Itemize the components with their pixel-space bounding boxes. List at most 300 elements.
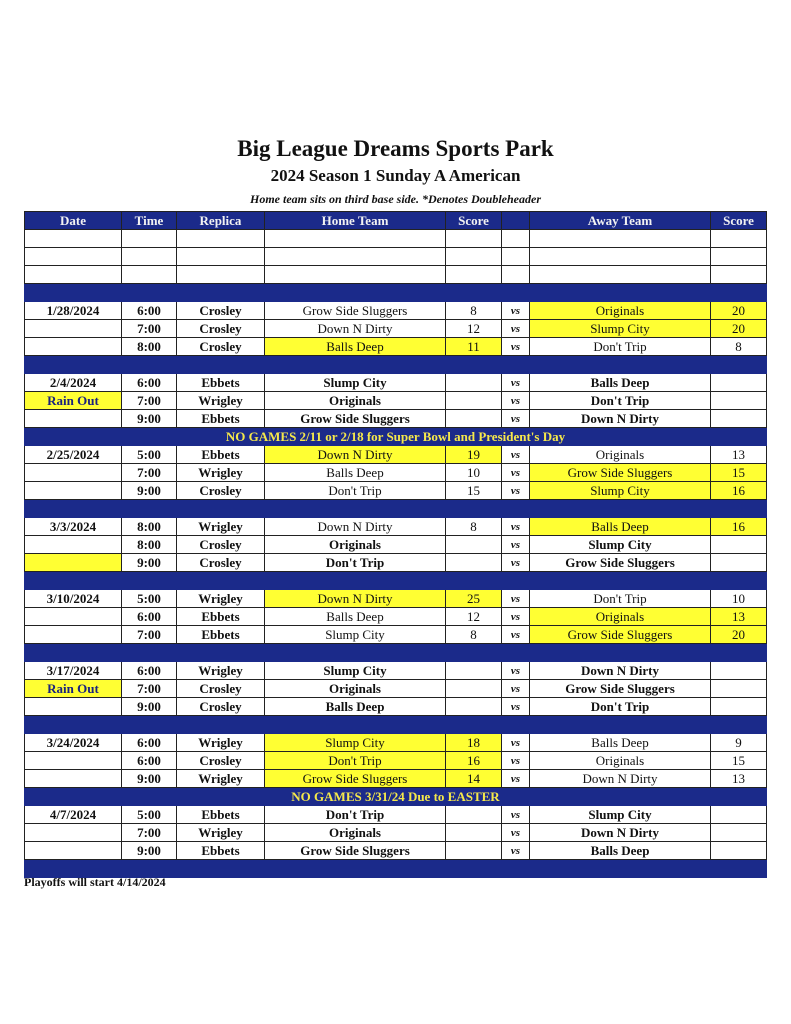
away-score-cell bbox=[711, 680, 767, 698]
vs-cell: vs bbox=[502, 410, 530, 428]
game-row bbox=[25, 662, 767, 680]
home-score-cell bbox=[446, 806, 502, 824]
time-cell: 9:00 bbox=[122, 482, 177, 500]
home-score-cell bbox=[446, 554, 502, 572]
away-score-cell: 20 bbox=[711, 626, 767, 644]
date-cell bbox=[25, 464, 122, 482]
away-team-cell: Down N Dirty bbox=[530, 410, 711, 428]
empty-cell bbox=[446, 284, 502, 302]
vs-cell: vs bbox=[502, 752, 530, 770]
replica-cell: Crosley bbox=[177, 338, 265, 356]
time-cell: 6:00 bbox=[122, 752, 177, 770]
game-row bbox=[25, 608, 767, 626]
away-score-cell: 15 bbox=[711, 752, 767, 770]
game-row bbox=[25, 392, 767, 410]
replica-cell: Ebbets bbox=[177, 626, 265, 644]
away-score-cell bbox=[711, 374, 767, 392]
away-team-cell: Slump City bbox=[530, 806, 711, 824]
home-score-cell bbox=[446, 662, 502, 680]
empty-cell bbox=[530, 716, 711, 734]
away-score-cell: 9 bbox=[711, 734, 767, 752]
home-team-cell: Originals bbox=[265, 392, 446, 410]
time-cell: 6:00 bbox=[122, 302, 177, 320]
game-row bbox=[25, 626, 767, 644]
home-team-cell: Don't Trip bbox=[265, 752, 446, 770]
schedule-table bbox=[24, 211, 767, 878]
empty-cell bbox=[530, 248, 711, 266]
away-score-cell: 20 bbox=[711, 302, 767, 320]
home-score-cell: 25 bbox=[446, 590, 502, 608]
col-replica: Replica bbox=[177, 212, 265, 230]
home-team-cell: Balls Deep bbox=[265, 608, 446, 626]
date-cell bbox=[25, 482, 122, 500]
replica-cell: Ebbets bbox=[177, 842, 265, 860]
home-team-cell: Slump City bbox=[265, 626, 446, 644]
date-cell bbox=[25, 536, 122, 554]
away-team-cell: Slump City bbox=[530, 536, 711, 554]
blank-row bbox=[25, 266, 767, 284]
game-row bbox=[25, 590, 767, 608]
notice-row bbox=[25, 788, 767, 806]
away-team-cell: Slump City bbox=[530, 320, 711, 338]
vs-cell: vs bbox=[502, 680, 530, 698]
replica-cell: Ebbets bbox=[177, 410, 265, 428]
empty-cell bbox=[711, 716, 767, 734]
col-home-score: Score bbox=[446, 212, 502, 230]
empty-cell bbox=[122, 248, 177, 266]
playoffs-note: Playoffs will start 4/14/2024 bbox=[24, 875, 166, 889]
empty-cell bbox=[177, 572, 265, 590]
home-score-cell: 8 bbox=[446, 626, 502, 644]
home-score-cell: 8 bbox=[446, 302, 502, 320]
vs-cell: vs bbox=[502, 536, 530, 554]
home-team-cell: Grow Side Sluggers bbox=[265, 842, 446, 860]
empty-cell bbox=[530, 572, 711, 590]
empty-cell bbox=[265, 500, 446, 518]
date-cell bbox=[25, 338, 122, 356]
game-row bbox=[25, 320, 767, 338]
home-team-cell: Balls Deep bbox=[265, 698, 446, 716]
empty-cell bbox=[25, 230, 122, 248]
away-score-cell bbox=[711, 536, 767, 554]
away-team-cell: Originals bbox=[530, 752, 711, 770]
away-score-cell bbox=[711, 554, 767, 572]
home-team-cell: Originals bbox=[265, 680, 446, 698]
date-cell bbox=[25, 554, 122, 572]
separator-band bbox=[25, 716, 767, 734]
home-score-cell bbox=[446, 680, 502, 698]
date-cell bbox=[25, 608, 122, 626]
empty-cell bbox=[446, 356, 502, 374]
empty-cell bbox=[177, 230, 265, 248]
away-score-cell: 16 bbox=[711, 482, 767, 500]
empty-cell bbox=[502, 284, 530, 302]
empty-cell bbox=[265, 860, 446, 878]
game-row bbox=[25, 410, 767, 428]
away-team-cell: Balls Deep bbox=[530, 374, 711, 392]
col-home-team: Home Team bbox=[265, 212, 446, 230]
replica-cell: Ebbets bbox=[177, 374, 265, 392]
home-score-cell: 14 bbox=[446, 770, 502, 788]
empty-cell bbox=[446, 644, 502, 662]
vs-cell: vs bbox=[502, 518, 530, 536]
vs-cell: vs bbox=[502, 446, 530, 464]
home-score-cell: 15 bbox=[446, 482, 502, 500]
replica-cell: Crosley bbox=[177, 554, 265, 572]
game-row bbox=[25, 824, 767, 842]
date-cell: 3/17/2024 bbox=[25, 662, 122, 680]
date-cell bbox=[25, 626, 122, 644]
date-cell: 4/7/2024 bbox=[25, 806, 122, 824]
away-score-cell bbox=[711, 698, 767, 716]
empty-cell bbox=[265, 716, 446, 734]
vs-cell: vs bbox=[502, 302, 530, 320]
replica-cell: Crosley bbox=[177, 680, 265, 698]
replica-cell: Crosley bbox=[177, 320, 265, 338]
game-row bbox=[25, 734, 767, 752]
empty-cell bbox=[502, 716, 530, 734]
home-team-cell: Don't Trip bbox=[265, 554, 446, 572]
home-team-cell: Grow Side Sluggers bbox=[265, 410, 446, 428]
empty-cell bbox=[122, 500, 177, 518]
empty-cell bbox=[711, 266, 767, 284]
time-cell: 7:00 bbox=[122, 680, 177, 698]
empty-cell bbox=[177, 266, 265, 284]
empty-cell bbox=[446, 716, 502, 734]
schedule-body bbox=[25, 230, 767, 878]
season-subtitle: 2024 Season 1 Sunday A American bbox=[270, 166, 521, 185]
away-score-cell bbox=[711, 392, 767, 410]
home-score-cell: 8 bbox=[446, 518, 502, 536]
away-team-cell: Grow Side Sluggers bbox=[530, 680, 711, 698]
empty-cell bbox=[265, 356, 446, 374]
game-row bbox=[25, 536, 767, 554]
away-team-cell: Originals bbox=[530, 302, 711, 320]
empty-cell bbox=[177, 860, 265, 878]
away-score-cell bbox=[711, 410, 767, 428]
away-score-cell bbox=[711, 842, 767, 860]
time-cell: 5:00 bbox=[122, 446, 177, 464]
home-team-cell: Down N Dirty bbox=[265, 320, 446, 338]
home-team-cell: Slump City bbox=[265, 734, 446, 752]
col-away-score: Score bbox=[711, 212, 767, 230]
time-cell: 7:00 bbox=[122, 824, 177, 842]
blank-row bbox=[25, 248, 767, 266]
date-cell: 2/25/2024 bbox=[25, 446, 122, 464]
away-team-cell: Balls Deep bbox=[530, 842, 711, 860]
away-team-cell: Grow Side Sluggers bbox=[530, 626, 711, 644]
away-score-cell bbox=[711, 824, 767, 842]
home-team-cell: Don't Trip bbox=[265, 806, 446, 824]
replica-cell: Wrigley bbox=[177, 734, 265, 752]
separator-band bbox=[25, 572, 767, 590]
replica-cell: Crosley bbox=[177, 752, 265, 770]
empty-cell bbox=[122, 644, 177, 662]
empty-cell bbox=[25, 248, 122, 266]
empty-cell bbox=[711, 644, 767, 662]
time-cell: 8:00 bbox=[122, 536, 177, 554]
vs-cell: vs bbox=[502, 590, 530, 608]
empty-cell bbox=[502, 248, 530, 266]
home-score-cell: 12 bbox=[446, 608, 502, 626]
date-cell: 3/10/2024 bbox=[25, 590, 122, 608]
notice-text: NO GAMES 2/11 or 2/18 for Super Bowl and President's Day bbox=[25, 428, 767, 446]
empty-cell bbox=[530, 500, 711, 518]
time-cell: 9:00 bbox=[122, 410, 177, 428]
replica-cell: Wrigley bbox=[177, 518, 265, 536]
empty-cell bbox=[711, 356, 767, 374]
empty-cell bbox=[265, 248, 446, 266]
game-row bbox=[25, 554, 767, 572]
empty-cell bbox=[177, 716, 265, 734]
home-team-cell: Slump City bbox=[265, 374, 446, 392]
time-cell: 9:00 bbox=[122, 698, 177, 716]
empty-cell bbox=[711, 284, 767, 302]
replica-cell: Ebbets bbox=[177, 806, 265, 824]
separator-band bbox=[25, 644, 767, 662]
date-cell: 3/3/2024 bbox=[25, 518, 122, 536]
home-score-cell: 19 bbox=[446, 446, 502, 464]
time-cell: 7:00 bbox=[122, 464, 177, 482]
away-team-cell: Don't Trip bbox=[530, 698, 711, 716]
replica-cell: Wrigley bbox=[177, 392, 265, 410]
empty-cell bbox=[25, 500, 122, 518]
away-team-cell: Grow Side Sluggers bbox=[530, 554, 711, 572]
home-score-cell bbox=[446, 374, 502, 392]
away-team-cell: Down N Dirty bbox=[530, 770, 711, 788]
blank-row bbox=[25, 230, 767, 248]
home-team-cell: Grow Side Sluggers bbox=[265, 770, 446, 788]
time-cell: 7:00 bbox=[122, 320, 177, 338]
col-away-team: Away Team bbox=[530, 212, 711, 230]
away-score-cell: 10 bbox=[711, 590, 767, 608]
date-cell bbox=[25, 410, 122, 428]
away-team-cell: Don't Trip bbox=[530, 392, 711, 410]
col-vs bbox=[502, 212, 530, 230]
empty-cell bbox=[446, 230, 502, 248]
replica-cell: Ebbets bbox=[177, 446, 265, 464]
game-row bbox=[25, 698, 767, 716]
away-team-cell: Don't Trip bbox=[530, 590, 711, 608]
empty-cell bbox=[177, 284, 265, 302]
vs-cell: vs bbox=[502, 626, 530, 644]
home-team-cell: Don't Trip bbox=[265, 482, 446, 500]
empty-cell bbox=[25, 644, 122, 662]
replica-cell: Ebbets bbox=[177, 608, 265, 626]
vs-cell: vs bbox=[502, 734, 530, 752]
home-score-cell: 12 bbox=[446, 320, 502, 338]
away-team-cell: Originals bbox=[530, 446, 711, 464]
date-cell bbox=[25, 698, 122, 716]
empty-cell bbox=[530, 230, 711, 248]
page-title: Big League Dreams Sports Park bbox=[237, 136, 554, 161]
empty-cell bbox=[25, 284, 122, 302]
home-team-cell: Slump City bbox=[265, 662, 446, 680]
empty-cell bbox=[25, 266, 122, 284]
empty-cell bbox=[265, 284, 446, 302]
vs-cell: vs bbox=[502, 806, 530, 824]
away-team-cell: Slump City bbox=[530, 482, 711, 500]
game-row bbox=[25, 482, 767, 500]
home-score-cell bbox=[446, 392, 502, 410]
notice-row bbox=[25, 428, 767, 446]
date-cell bbox=[25, 752, 122, 770]
empty-cell bbox=[502, 266, 530, 284]
empty-cell bbox=[177, 500, 265, 518]
home-team-cell: Balls Deep bbox=[265, 464, 446, 482]
away-score-cell: 13 bbox=[711, 770, 767, 788]
home-team-cell: Down N Dirty bbox=[265, 518, 446, 536]
empty-cell bbox=[711, 572, 767, 590]
away-score-cell: 16 bbox=[711, 518, 767, 536]
vs-cell: vs bbox=[502, 374, 530, 392]
game-row bbox=[25, 752, 767, 770]
game-row bbox=[25, 806, 767, 824]
empty-cell bbox=[530, 356, 711, 374]
time-cell: 6:00 bbox=[122, 374, 177, 392]
home-score-cell bbox=[446, 410, 502, 428]
vs-cell: vs bbox=[502, 824, 530, 842]
empty-cell bbox=[446, 572, 502, 590]
date-cell: Rain Out bbox=[25, 392, 122, 410]
home-team-cell: Grow Side Sluggers bbox=[265, 302, 446, 320]
home-team-cell: Down N Dirty bbox=[265, 446, 446, 464]
empty-cell bbox=[446, 860, 502, 878]
time-cell: 8:00 bbox=[122, 338, 177, 356]
home-score-cell: 16 bbox=[446, 752, 502, 770]
empty-cell bbox=[122, 266, 177, 284]
date-cell: 1/28/2024 bbox=[25, 302, 122, 320]
vs-cell: vs bbox=[502, 608, 530, 626]
home-team-cell: Down N Dirty bbox=[265, 590, 446, 608]
vs-cell: vs bbox=[502, 770, 530, 788]
empty-cell bbox=[530, 860, 711, 878]
game-row bbox=[25, 446, 767, 464]
time-cell: 9:00 bbox=[122, 554, 177, 572]
col-date: Date bbox=[25, 212, 122, 230]
game-row bbox=[25, 464, 767, 482]
empty-cell bbox=[25, 716, 122, 734]
empty-cell bbox=[265, 644, 446, 662]
away-score-cell: 13 bbox=[711, 446, 767, 464]
home-score-cell bbox=[446, 698, 502, 716]
time-cell: 6:00 bbox=[122, 608, 177, 626]
away-team-cell: Grow Side Sluggers bbox=[530, 464, 711, 482]
date-cell bbox=[25, 824, 122, 842]
empty-cell bbox=[25, 356, 122, 374]
date-cell: Rain Out bbox=[25, 680, 122, 698]
home-team-cell: Originals bbox=[265, 824, 446, 842]
vs-cell: vs bbox=[502, 464, 530, 482]
vs-cell: vs bbox=[502, 320, 530, 338]
empty-cell bbox=[122, 716, 177, 734]
away-score-cell bbox=[711, 662, 767, 680]
empty-cell bbox=[711, 248, 767, 266]
away-team-cell: Down N Dirty bbox=[530, 662, 711, 680]
empty-cell bbox=[502, 572, 530, 590]
col-time: Time bbox=[122, 212, 177, 230]
away-team-cell: Balls Deep bbox=[530, 518, 711, 536]
date-cell bbox=[25, 320, 122, 338]
vs-cell: vs bbox=[502, 482, 530, 500]
time-cell: 8:00 bbox=[122, 518, 177, 536]
home-team-note: Home team sits on third base side. *Denotes Doubleheader bbox=[250, 192, 541, 206]
date-cell bbox=[25, 842, 122, 860]
away-score-cell: 15 bbox=[711, 464, 767, 482]
empty-cell bbox=[530, 644, 711, 662]
vs-cell: vs bbox=[502, 662, 530, 680]
vs-cell: vs bbox=[502, 554, 530, 572]
empty-cell bbox=[711, 860, 767, 878]
replica-cell: Wrigley bbox=[177, 590, 265, 608]
time-cell: 6:00 bbox=[122, 662, 177, 680]
home-team-cell: Originals bbox=[265, 536, 446, 554]
empty-cell bbox=[265, 230, 446, 248]
home-team-cell: Balls Deep bbox=[265, 338, 446, 356]
empty-cell bbox=[711, 230, 767, 248]
empty-cell bbox=[177, 356, 265, 374]
vs-cell: vs bbox=[502, 842, 530, 860]
empty-cell bbox=[502, 356, 530, 374]
empty-cell bbox=[265, 572, 446, 590]
game-row bbox=[25, 302, 767, 320]
home-score-cell: 11 bbox=[446, 338, 502, 356]
game-row bbox=[25, 842, 767, 860]
time-cell: 7:00 bbox=[122, 626, 177, 644]
game-row bbox=[25, 374, 767, 392]
away-score-cell bbox=[711, 806, 767, 824]
empty-cell bbox=[502, 644, 530, 662]
time-cell: 6:00 bbox=[122, 734, 177, 752]
empty-cell bbox=[122, 572, 177, 590]
home-score-cell bbox=[446, 536, 502, 554]
empty-cell bbox=[177, 644, 265, 662]
away-score-cell: 20 bbox=[711, 320, 767, 338]
notice-text: NO GAMES 3/31/24 Due to EASTER bbox=[25, 788, 767, 806]
replica-cell: Wrigley bbox=[177, 662, 265, 680]
away-team-cell: Down N Dirty bbox=[530, 824, 711, 842]
time-cell: 7:00 bbox=[122, 392, 177, 410]
vs-cell: vs bbox=[502, 338, 530, 356]
empty-cell bbox=[265, 266, 446, 284]
home-score-cell: 10 bbox=[446, 464, 502, 482]
away-team-cell: Originals bbox=[530, 608, 711, 626]
separator-band bbox=[25, 356, 767, 374]
game-row bbox=[25, 770, 767, 788]
game-row bbox=[25, 680, 767, 698]
empty-cell bbox=[446, 248, 502, 266]
empty-cell bbox=[122, 230, 177, 248]
replica-cell: Wrigley bbox=[177, 770, 265, 788]
replica-cell: Wrigley bbox=[177, 824, 265, 842]
away-team-cell: Balls Deep bbox=[530, 734, 711, 752]
home-score-cell: 18 bbox=[446, 734, 502, 752]
game-row bbox=[25, 518, 767, 536]
separator-band bbox=[25, 284, 767, 302]
empty-cell bbox=[711, 500, 767, 518]
empty-cell bbox=[502, 860, 530, 878]
time-cell: 9:00 bbox=[122, 770, 177, 788]
away-score-cell: 8 bbox=[711, 338, 767, 356]
empty-cell bbox=[446, 500, 502, 518]
empty-cell bbox=[122, 284, 177, 302]
empty-cell bbox=[446, 266, 502, 284]
empty-cell bbox=[530, 284, 711, 302]
home-score-cell bbox=[446, 824, 502, 842]
replica-cell: Crosley bbox=[177, 302, 265, 320]
replica-cell: Crosley bbox=[177, 698, 265, 716]
replica-cell: Crosley bbox=[177, 536, 265, 554]
